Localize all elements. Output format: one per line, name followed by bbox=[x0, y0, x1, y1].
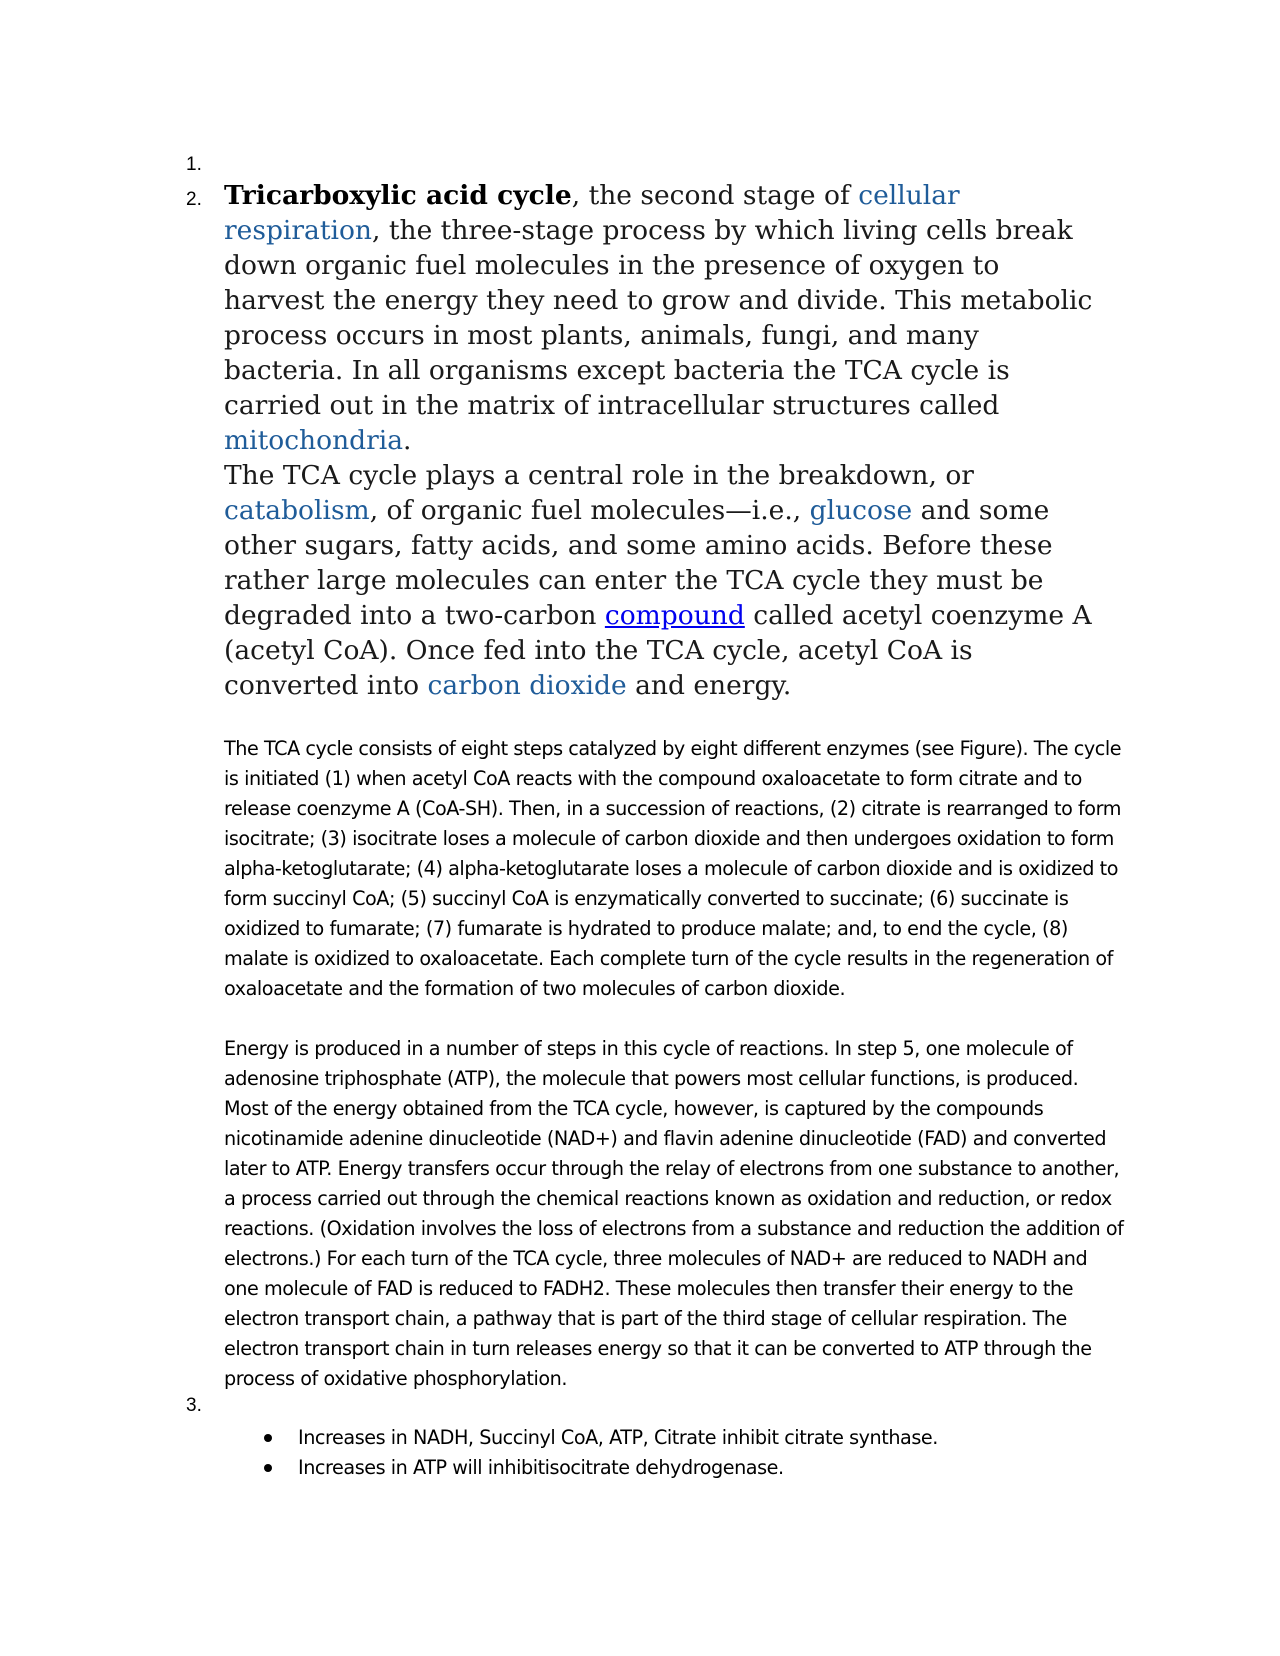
second-text-1: The TCA cycle plays a central role in the breakdown, or bbox=[224, 460, 974, 491]
list-number-1: 1. bbox=[186, 154, 202, 175]
regulation-bullet-list bbox=[258, 1423, 1118, 1483]
intro-text-1: , the second stage of bbox=[571, 180, 859, 211]
second-text-4: called acetyl coenzyme A (acetyl CoA). Once fed into the TCA cycle, acetyl CoA is converted into bbox=[224, 600, 1092, 701]
list-number-2: 2. bbox=[186, 189, 202, 210]
bullet-icon bbox=[264, 1434, 272, 1442]
article-title: Tricarboxylic acid cycle bbox=[224, 180, 572, 211]
tca-steps-paragraph: The TCA cycle consists of eight steps catalyzed by eight different enzymes (see Figure). The cycle is initiated (1) when acetyl CoA reacts with the compound oxaloacetate to form citrate and to release coenzyme A (CoA-SH). Then, in a succession of reactions, (2) citrate is rearranged to form isocitrate; (3) isocitrate loses a molecule of carbon dioxide and then undergoes oxidation to form alpha-ketoglutarate; (4) alpha-ketoglutarate loses a molecule of carbon dioxide and is oxidized to form succinyl CoA; (5) succinyl CoA is enzymatically converted to succinate; (6) succinate is oxidized to fumarate; (7) fumarate is hydrated to produce malate; and, to end the cycle, (8) malate is oxidized to oxaloacetate. Each complete turn of the cycle results in the regeneration of oxaloacetate and the formation of two molecules of carbon dioxide. bbox=[224, 737, 1122, 1000]
catabolism-paragraph bbox=[224, 458, 1104, 703]
intro-text-2: , the three-stage process by which living cells break down organic fuel molecules in the presence of oxygen to harvest the energy they need to grow and divide. This metabolic process occurs in most plants, animals, fungi, and many bacteria. In all organisms except bacteria the TCA cycle is carried out in the matrix of intracellular structures called bbox=[224, 215, 1093, 421]
link-carbon-dioxide[interactable]: carbon dioxide bbox=[427, 670, 627, 701]
intro-text-3: . bbox=[403, 425, 412, 456]
link-cellular-respiration[interactable]: cellular respiration bbox=[224, 180, 960, 246]
second-text-5: and energy. bbox=[626, 670, 792, 701]
second-text-3: and some other sugars, fatty acids, and some amino acids. Before these rather large molecules can enter the TCA cycle they must be degraded into a two-carbon bbox=[224, 495, 1053, 631]
list-item bbox=[258, 1453, 1118, 1483]
list-number-3: 3. bbox=[186, 1395, 202, 1416]
bullet-icon bbox=[264, 1464, 272, 1472]
link-mitochondria[interactable]: mitochondria bbox=[224, 425, 404, 456]
bullet-text: Increases in ATP will inhibitisocitrate dehydrogenase. bbox=[298, 1456, 784, 1479]
energy-paragraph: Energy is produced in a number of steps in this cycle of reactions. In step 5, one molecule of adenosine triphosphate (ATP), the molecule that powers most cellular functions, is produced. Most of the energy obtained from the TCA cycle, however, is captured by the compounds nicotinamide adenine dinucleotide (NAD+) and flavin adenine dinucleotide (FAD) and converted later to ATP. Energy transfers occur through the relay of electrons from one substance to another, a process carried out through the chemical reactions known as oxidation and reduction, or redox reactions. (Oxidation involves the loss of electrons from a substance and reduction the addition of electrons.) For each turn of the TCA cycle, three molecules of NAD+ are reduced to NADH and one molecule of FAD is reduced to FADH2. These molecules then transfer their energy to the electron transport chain, a pathway that is part of the third stage of cellular respiration. The electron transport chain in turn releases energy so that it can be converted to ATP through the process of oxidative phosphorylation. bbox=[224, 1037, 1124, 1390]
link-catabolism[interactable]: catabolism bbox=[224, 495, 370, 526]
tca-intro-block bbox=[224, 178, 1104, 703]
intro-paragraph bbox=[224, 178, 1104, 458]
link-glucose[interactable]: glucose bbox=[809, 495, 913, 526]
second-text-2: , of organic fuel molecules—i.e., bbox=[369, 495, 810, 526]
list-item bbox=[258, 1423, 1118, 1453]
bullet-text: Increases in NADH, Succinyl CoA, ATP, Citrate inhibit citrate synthase. bbox=[298, 1426, 938, 1449]
link-compound[interactable]: compound bbox=[604, 600, 745, 631]
